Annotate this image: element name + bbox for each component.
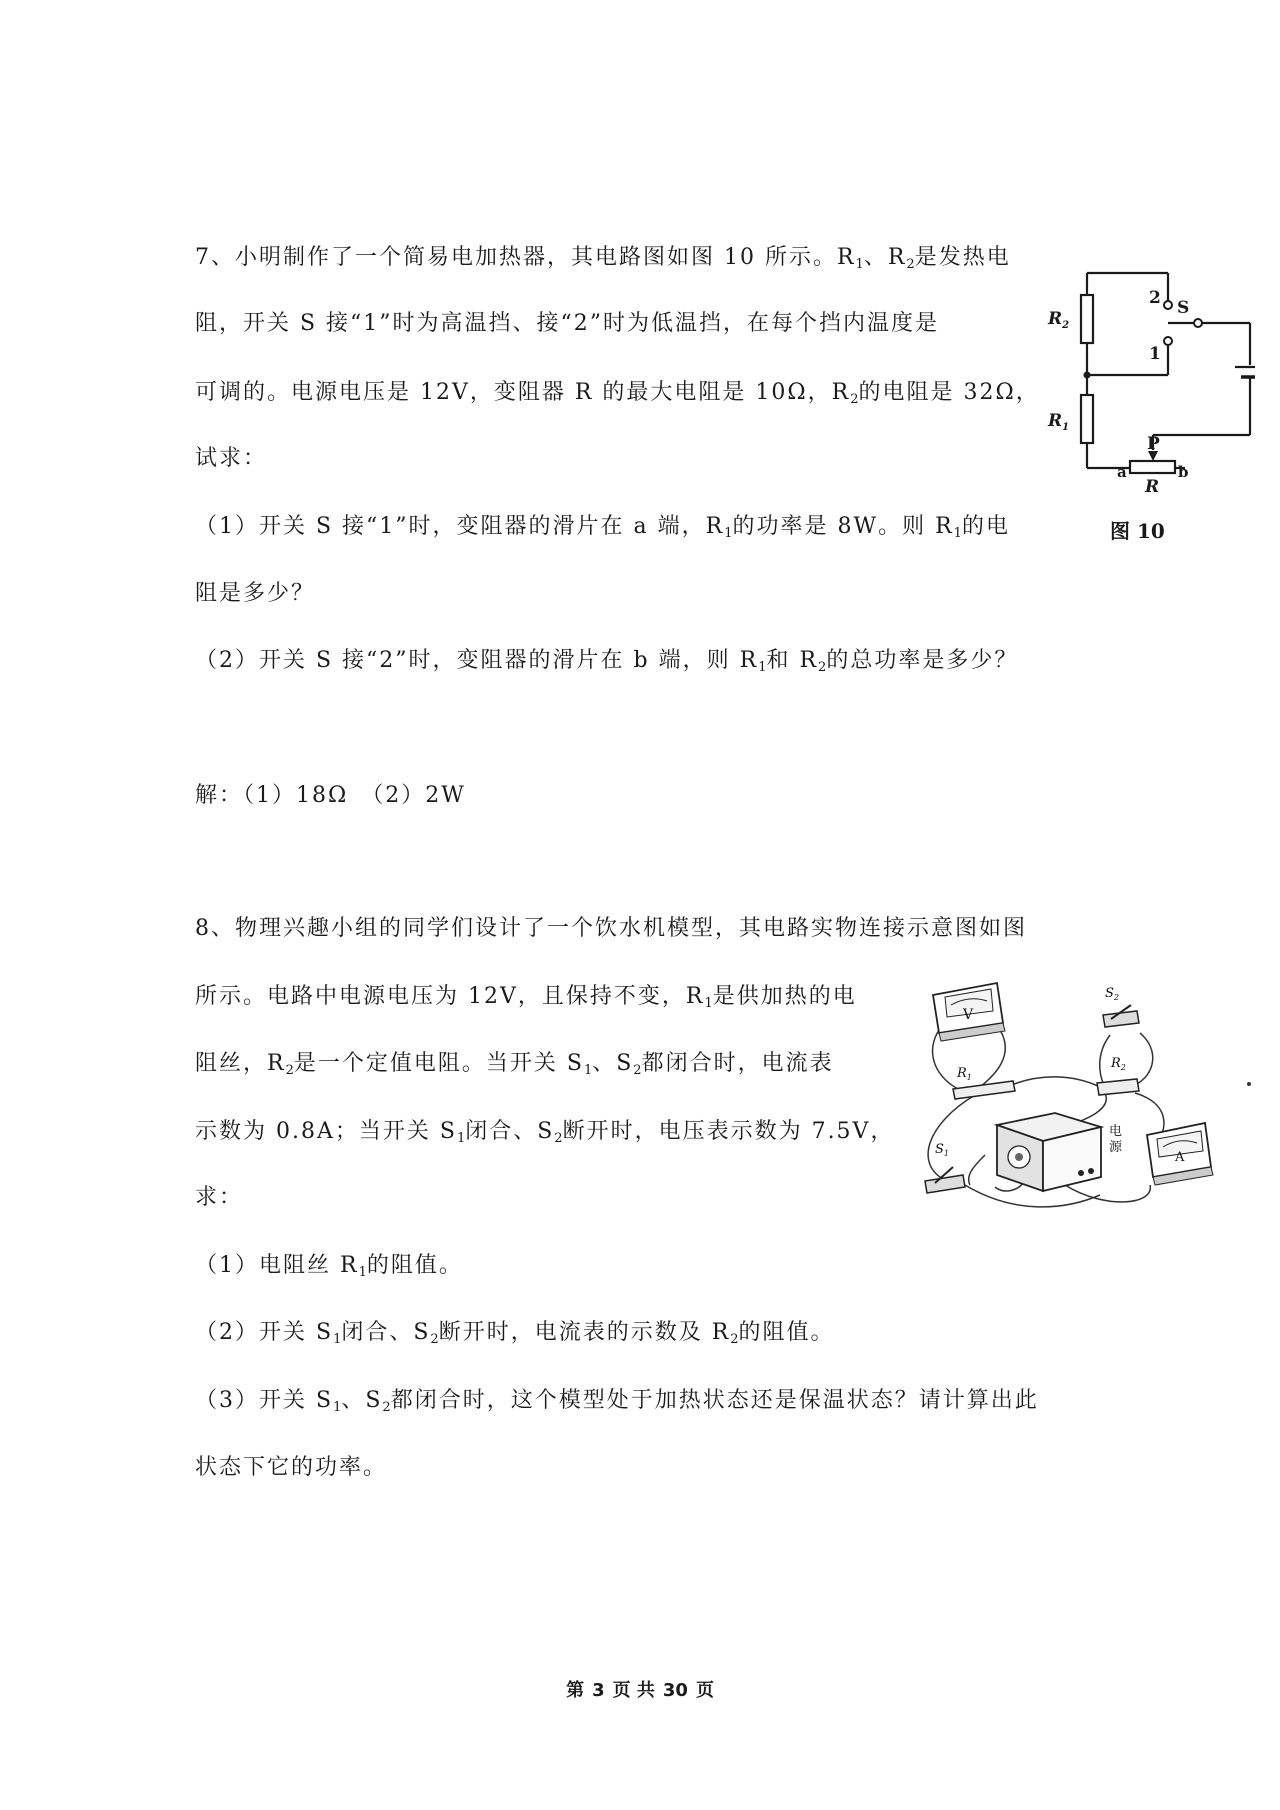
total-pages: 30 bbox=[662, 1680, 688, 1701]
r1-resistor-icon bbox=[953, 1066, 1015, 1099]
label-p: P bbox=[1147, 434, 1160, 454]
page-footer: 第 3 页 共 30 页 bbox=[566, 1680, 714, 1701]
r2-resistor bbox=[1081, 295, 1093, 343]
label-s: S bbox=[1177, 298, 1190, 318]
rheostat bbox=[1130, 461, 1175, 473]
q8-sub-2: （2）开关 $S_1$闭合、$S_2$断开时，电流表的示数及 $R_2$的阻值。 bbox=[195, 1320, 835, 1347]
svg-text:电: 电 bbox=[1109, 1124, 1123, 1139]
figure-8-circuit-sketch bbox=[905, 975, 1245, 1215]
stray-dot bbox=[1247, 1082, 1251, 1086]
q7-sub-1a: （1）开关 S 接“1”时，变阻器的滑片在 a 端，$R_1$的功率是 8W。则 $R_1$的电 bbox=[195, 514, 1010, 541]
r2-resistor-icon bbox=[1097, 1056, 1139, 1095]
label-a: a bbox=[1117, 463, 1127, 481]
q7-line-2: 阻，开关 S 接“1”时为高温挡、接“2”时为低温挡，在每个挡内温度是 bbox=[195, 311, 940, 336]
label-1: 1 bbox=[1149, 344, 1161, 364]
figure-10-caption: 图 10 bbox=[1110, 519, 1165, 543]
q8-line-2: 所示。电路中电源电压为 12V，且保持不变，$R_1$是供加热的电 bbox=[195, 984, 857, 1011]
q8-sub-1: （1）电阻丝 $R_1$的阻值。 bbox=[195, 1253, 463, 1280]
q8-sub-3a: （3）开关 $S_1$、$S_2$都闭合时，这个模型处于加热状态还是保温状态？请计算出此 bbox=[195, 1388, 1039, 1415]
svg-text:S2: $S_2$ bbox=[1105, 986, 1119, 1002]
label-r: R bbox=[1145, 477, 1160, 497]
label-2: 2 bbox=[1149, 288, 1161, 308]
svg-text:A: A bbox=[1175, 1150, 1185, 1165]
svg-text:R1: $R_1$ bbox=[957, 1066, 972, 1082]
q7-line-1: 7、小明制作了一个简易电加热器，其电路图如图 10 所示。$R_1$、$R_2$是发热电 bbox=[195, 245, 1011, 272]
ammeter-icon bbox=[1147, 1123, 1213, 1185]
svg-text:R2: $R_2$ bbox=[1111, 1056, 1126, 1072]
q7-sub-1b: 阻是多少？ bbox=[195, 581, 316, 606]
label-b: b bbox=[1178, 463, 1189, 481]
voltmeter-icon bbox=[933, 983, 1005, 1041]
power-source-icon bbox=[997, 1113, 1123, 1191]
figure-10-circuit bbox=[1045, 245, 1255, 545]
q8-line-5: 求： bbox=[195, 1185, 244, 1210]
q8-line-1: 8、物理兴趣小组的同学们设计了一个饮水机模型，其电路实物连接示意图如图 bbox=[195, 916, 1027, 941]
q8-line-4: 示数为 0.8A；当开关 $S_1$闭合、$S_2$断开时，电压表示数为 7.5V， bbox=[195, 1119, 895, 1146]
q8-line-3: 阻丝，$R_2$是一个定值电阻。当开关 $S_1$、$S_2$都闭合时，电流表 bbox=[195, 1051, 834, 1078]
q7-answer: 解：（1）18Ω （2）2W bbox=[195, 783, 466, 808]
label-r2: $R_2$ bbox=[1048, 309, 1070, 331]
page-number: 3 bbox=[592, 1680, 605, 1701]
svg-text:S1: $S_1$ bbox=[935, 1142, 949, 1158]
s2-switch-icon bbox=[1103, 986, 1139, 1027]
r1-resistor bbox=[1081, 395, 1093, 443]
svg-text:源: 源 bbox=[1109, 1140, 1123, 1155]
q7-line-4: 试求： bbox=[195, 446, 268, 471]
svg-text:V: V bbox=[963, 1007, 974, 1023]
q7-line-3: 可调的。电源电压是 12V，变阻器 R 的最大电阻是 10Ω，$R_2$的电阻是 32Ω， bbox=[195, 380, 1040, 407]
q7-sub-2: （2）开关 S 接“2”时，变阻器的滑片在 b 端，则 $R_1$和 $R_2$的总功率是多少？ bbox=[195, 648, 1019, 675]
label-r1: $R_1$ bbox=[1048, 411, 1070, 433]
q8-sub-3b: 状态下它的功率。 bbox=[195, 1455, 388, 1480]
